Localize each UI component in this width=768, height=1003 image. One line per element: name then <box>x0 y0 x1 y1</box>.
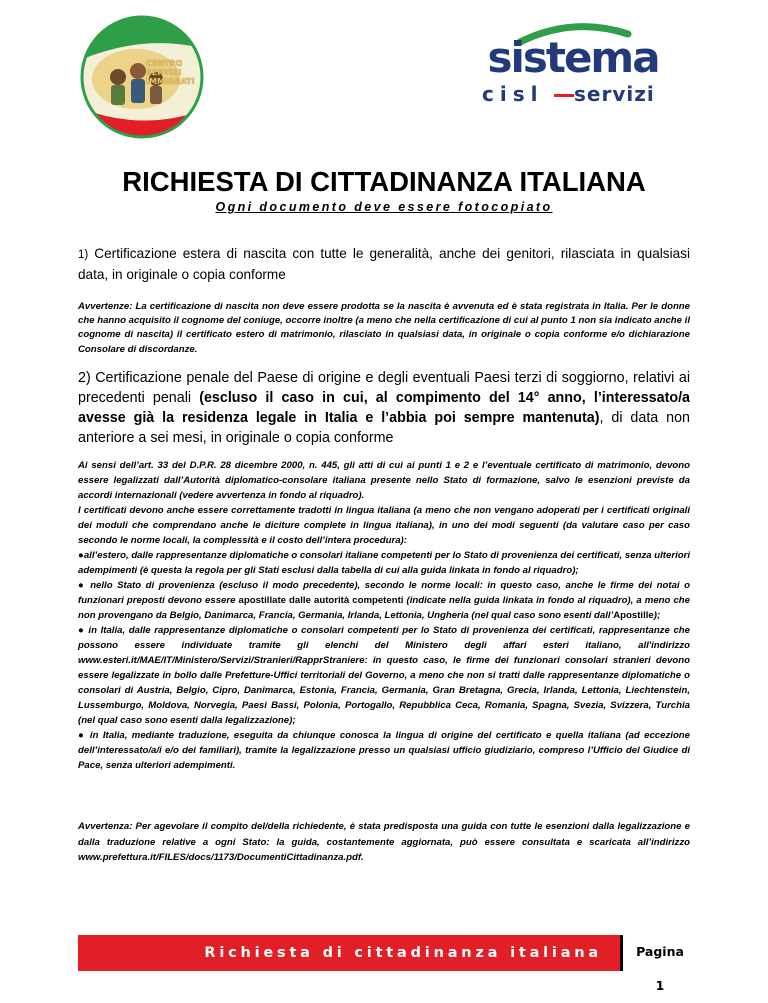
legal-paragraph-2: I certificati devono anche essere correttamente tradotti in lingua italiana (a meno che non vengano adoperati per i certificati originali dei moduli che comprendano anche le diciture complete in lingua italiana), in uno dei modi seguenti (da valutare caso per caso secondo le norme locali, la complessità e il costo dell’intera procedura): <box>78 505 690 546</box>
item-2-criminal-record <box>78 368 690 448</box>
legal-notes <box>78 458 690 773</box>
footer-title: Richiesta di cittadinanza italiana <box>204 945 602 961</box>
legal-bullet-1: ●all’estero, dalle rappresentanze diplomatiche o consolari italiane competenti per lo Stato di provenienza dei certificati, senza ulteriori adempimenti (è questa la regola per gli Stati esclusi dalla tabella di cui alla guida linkata in fondo al riquadro); <box>78 550 690 576</box>
page-number: Pagina 1 <box>636 944 684 993</box>
logo-red-bar <box>554 94 574 97</box>
left-logo-text: CENTRO SERVIZI IMMIGRATI <box>146 59 195 86</box>
item-1-text: Certificazione estera di nascita con tutte le generalità, anche dei genitori, rilasciata in qualsiasi data, in originale o copia conforme <box>78 246 690 282</box>
sistema-wordmark: sistema <box>487 33 659 82</box>
item-1-number: 1) <box>78 249 89 261</box>
centro-servizi-immigrati-logo <box>78 13 206 141</box>
footer-separator <box>620 935 623 971</box>
page-subtitle: Ogni documento deve essere fotocopiato <box>215 200 553 214</box>
legal-bullet-4: ● in Italia, mediante traduzione, eseguita da chiunque conosca la lingua di origine del certificato e quella italiana (ad eccezione dell’interessato/a/i e/o dei familiari), tramite la legalizzazione presso un qualsiasi ufficio giudiziario, compreso l’Ufficio del Giudice di Pace, senza ulteriori adempimenti. <box>78 730 690 771</box>
legal-paragraph-1: Ai sensi dell’art. 33 del D.P.R. 28 dicembre 2000, n. 445, gli atti di cui ai punti 1 e 2 e l’eventuale certificato di matrimonio, devono essere legalizzati dall’Autorità diplomatico-consolare italiana presente nello Stato di formazione, salvo le esenzioni previste da accordi internazionali (vedere avvertenza in fondo al riquadro). <box>78 460 690 501</box>
item-1-birth-certificate <box>78 244 690 284</box>
legal-bullet-2: ● nello Stato di provenienza (escluso il modo precedente), secondo le norme locali: in questo caso, anche le firme dei notai o funzionari preposti devono essere apostillate dalle autorità competenti (indicate nella guida linkata in fondo al riquadro), a meno che non provengano da Belgio, Danimarca, Francia, Germania, Irlanda, Lettonia, Ungheria (nel qual caso sono esenti dall’Apostille); <box>78 580 690 621</box>
cisl-wordmark: cisl <box>482 82 544 106</box>
legal-bullet-3: ● in Italia, dalle rappresentanze diplomatiche o consolari competenti per lo Stato di provenienza dei certificati, rappresentanze che possono essere individuate tramite gli elenchi del Ministero degli affari esteri italiano, all'indirizzo www.esteri.it/MAE/IT/Ministero/Servizi/Stranieri/RapprStraniere: in questo caso, le firme dei funzionari consolari stranieri devono essere legalizzate in bollo dalle Prefetture-Uffici territoriali del Governo, a meno che non si tratti dalle rappresentanze diplomatiche o consolari di Austria, Belgio, Cipro, Danimarca, Estonia, Francia, Germania, Gran Bretagna, Grecia, Irlanda, Lettonia, Liechtenstein, Lussemburgo, Moldova, Norvegia, Paesi Bassi, Polonia, Portogallo, Repubblica Ceca, Romania, Spagna, Svezia, Svizzera, Turchia (nel qual caso sono esenti dalla legalizzazione); <box>78 625 690 726</box>
item-2-tail: , di data non anteriore a sei mesi, in originale o copia conforme <box>78 410 691 446</box>
warning-2: Avvertenza: Per agevolare il compito del/della richiedente, è stata predisposta una guida con tutte le esenzioni dalla legalizzazione e dalla traduzione relative a ogni Stato: la guida, costantemente aggiornata, può essere consultata e scaricata all’indirizzo www.prefettura.it/FILES/docs/1173/DocumentiCittadinanza.pdf. <box>78 821 690 864</box>
servizi-wordmark: servizi <box>574 82 655 106</box>
sistema-cisl-servizi-logo <box>478 20 668 112</box>
page-title: RICHIESTA DI CITTADINANZA ITALIANA <box>122 166 646 197</box>
warning-1: Avvertenze: La certificazione di nascita non deve essere prodotta se la nascita è avvenuta ed è stata registrata in Italia. Per le donne che hanno acquisito il cognome del coniuge, occorre inoltre (a meno che nella certificazione di cui al punto 1 non sia indicato anche il cognome di nascita) il certificato estero di matrimonio, rilasciato in qualsiasi data, in originale o copia conforme e/o dichiarazione Consolare di discordanze. <box>78 301 690 355</box>
footer-band <box>78 935 620 971</box>
item-2-bold: (escluso il caso in cui, al compimento del 14° anno, l’interessato/a avesse già la residenza legale in Italia e l’abbia poi sempre mantenuta) <box>78 390 690 426</box>
item-2-lead: 2) Certificazione penale del Paese di origine e degli eventuali Paesi terzi di soggiorno, relativi ai precedenti penali <box>78 370 690 406</box>
